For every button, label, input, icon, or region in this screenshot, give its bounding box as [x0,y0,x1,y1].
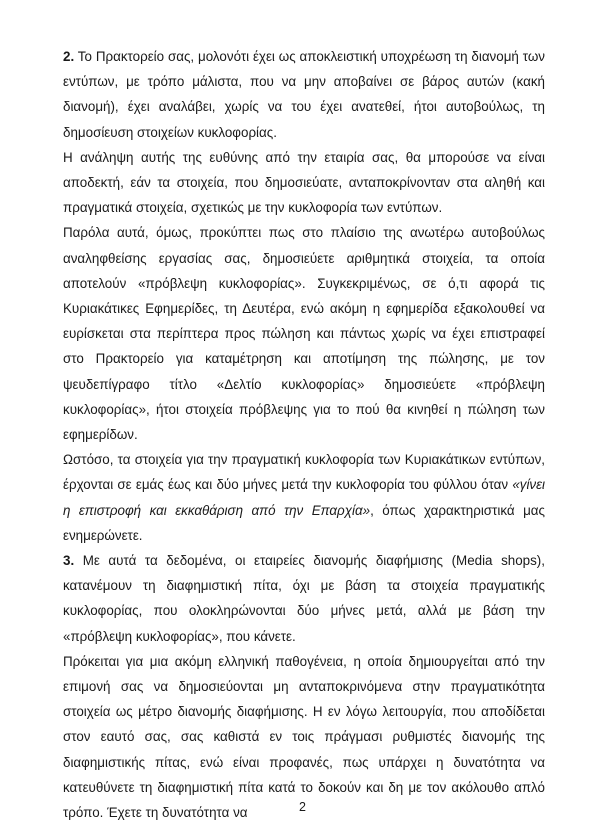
page-number: 2 [299,800,306,814]
italic-quote: «γίνει η επιστροφή και εκκαθάριση από την Επαρχία» [63,477,545,518]
paragraph-pathogeny: Πρόκειται για μια ακόμη ελληνική παθογένεια, η οποία δημιουργείται από την επιμονή σας να δημοσιεύονται μη ανταποκρινόμενα στην πραγματικότητα στοιχεία ως μέτρο διανομής διαφήμισης. Η εν λόγω λειτουργία, που αποδίδεται στον εαυτό σας, σας καθιστά εν τοις πράγμασι ρυθμιστές διανομής της διαφημιστικής πίτας, ενώ είναι προφανές, πως υπάρχει η δυνατότητα να κατευθύνετε τη διαφημιστική πίτα κατά το δοκούν και δη με τον ακόλουθο απλό τρόπο. Έχετε τη δυνατότητα να [63,653,545,821]
section-number: 3. [63,553,75,569]
paragraph-section-3: 3. Με αυτά τα δεδομένα, οι εταιρείες διανομής διαφήμισης (Media shops), κατανέμουν τη διαφημιστική πίτα, όχι με βάση τα στοιχεία πραγματικής κυκλοφορίας, που ολοκληρώνονται δύο μήνες μετά, αλλά με βάση την «πρόβλεψη κυκλοφορίας», που κάνετε. [63,553,545,644]
paragraph-responsibility: Η ανάληψη αυτής της ευθύνης από την εταιρία σας, θα μπορούσε να είναι αποδεκτή, εάν τα στοιχεία, που δημοσιεύατε, ανταποκρίνονταν στα αληθή και πραγματικά στοιχεία, σχετικώς με την κυκλοφορία των εντύπων. [63,149,545,216]
document-body [63,44,545,825]
section-number: 2. [63,49,75,64]
paragraph-actual-circulation: Ωστόσο, τα στοιχεία για την πραγματική κυκλοφορία των Κυριακάτικων εντύπων, έρχονται σε εμάς έως και δύο μήνες μετά την κυκλοφορία του φύλλου όταν «γίνει η επιστροφή και εκκαθάριση από την Επαρχία», όπως χαρακτηριστικά μας ενημερώνετε. [63,452,545,543]
paragraph-forecast: Παρόλα αυτά, όμως, προκύπτει πως στο πλαίσιο της ανωτέρω αυτοβούλως αναληφθείσης εργασίας σας, δημοσιεύετε αριθμητικά στοιχεία, τα οποία αποτελούν «πρόβλεψη κυκλοφορίας». Συγκεκριμένως, σε ό,τι αφορά τις Κυριακάτικες Εφημερίδες, τη Δευτέρα, ενώ ακόμη η εφημερίδα εξακολουθεί να ευρίσκεται στα περίπτερα προς πώληση και πάντως χωρίς να έχει επιστραφεί στο Πρακτορείο για καταμέτρηση και αποτίμηση της πώλησης, με τον ψευδεπίγραφο τίτλο «Δελτίο κυκλοφορίας» δημοσιεύετε «πρόβλεψη κυκλοφορίας», ήτοι στοιχεία πρόβλεψης για το πού θα κινηθεί η πώληση των εφημερίδων. [63,225,545,443]
paragraph-section-2-intro: 2. Το Πρακτορείο σας, μολονότι έχει ως αποκλειστική υποχρέωση τη διανομή των εντύπων, με τρόπο μάλιστα, που να μην αποβαίνει σε βάρος αυτών (κακή διανομή), έχει αναλάβει, χωρίς να του έχει ανατεθεί, ήτοι αυτοβούλως, τη δημοσίευση στοιχείων κυκλοφορίας. [63,49,545,140]
